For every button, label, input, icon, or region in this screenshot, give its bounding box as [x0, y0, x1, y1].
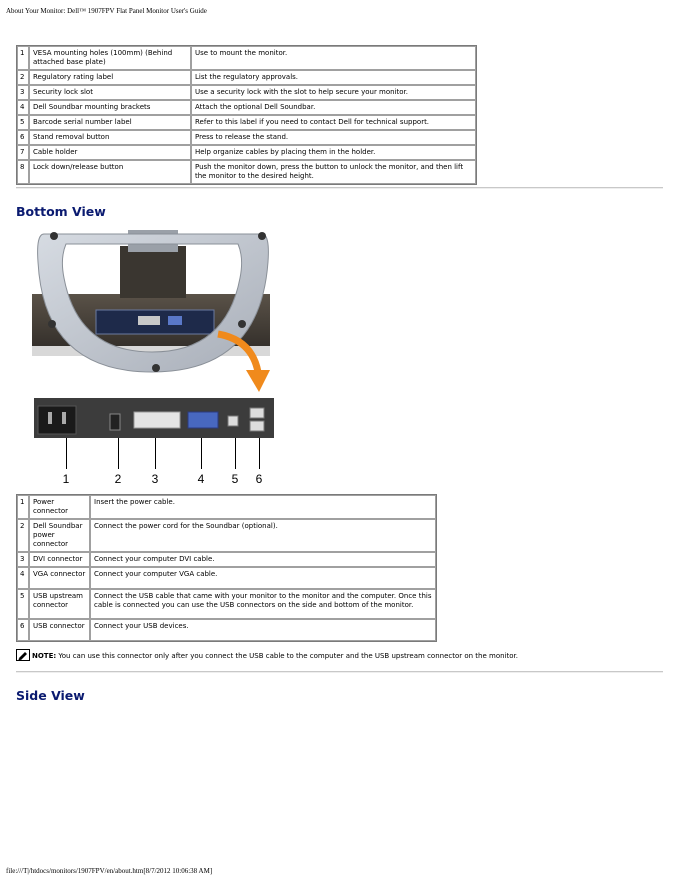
power-pin — [62, 412, 66, 424]
row-number: 6 — [17, 130, 29, 145]
table-row — [17, 160, 476, 184]
page-footer-path: file:///T|/htdocs/monitors/1907FPV/en/about.htm[8/7/2012 10:06:38 AM] — [6, 867, 213, 875]
row-label: USB upstream connector — [29, 589, 90, 619]
row-label: Cable holder — [29, 145, 191, 160]
section-divider — [16, 187, 663, 189]
row-number: 3 — [17, 85, 29, 100]
page-header-title: About Your Monitor: Dell™ 1907FPV Flat Panel Monitor User's Guide — [6, 7, 207, 15]
section-divider — [16, 671, 663, 673]
bottom-view-table — [16, 494, 437, 642]
row-number: 1 — [17, 495, 29, 519]
row-description: Insert the power cable. — [90, 495, 436, 519]
row-description: List the regulatory approvals. — [191, 70, 476, 85]
row-description: Use to mount the monitor. — [191, 46, 476, 70]
callout-line — [66, 438, 67, 469]
row-label: Security lock slot — [29, 85, 191, 100]
row-number: 5 — [17, 589, 29, 619]
table-row — [17, 495, 436, 519]
row-description: Press to release the stand. — [191, 130, 476, 145]
row-description: Refer to this label if you need to contact Dell for technical support. — [191, 115, 476, 130]
row-label: Barcode serial number label — [29, 115, 191, 130]
table-row — [17, 619, 436, 641]
row-label: DVI connector — [29, 552, 90, 567]
callout-line — [118, 438, 119, 469]
usb-port — [250, 421, 264, 431]
table-row — [17, 100, 476, 115]
dvi-connector-port — [134, 412, 180, 428]
row-label: Dell Soundbar mounting brackets — [29, 100, 191, 115]
row-description: Help organize cables by placing them in the holder. — [191, 145, 476, 160]
features-table-top — [16, 45, 477, 185]
row-label: VGA connector — [29, 567, 90, 589]
power-pin — [48, 412, 52, 424]
table-row — [17, 519, 436, 552]
ring-screw — [50, 232, 58, 240]
row-number: 2 — [17, 70, 29, 85]
dvi-port-small — [138, 316, 160, 325]
table-row — [17, 552, 436, 567]
bottom-view-heading: Bottom View — [16, 204, 106, 219]
connector-closeup-photo — [34, 398, 274, 438]
table-row — [17, 145, 476, 160]
note-text: You can use this connector only after you connect the USB cable to the computer and the USB upstream connector on the monitor. — [56, 652, 518, 660]
row-description: Connect your computer VGA cable. — [90, 567, 436, 589]
row-description: Push the monitor down, press the button to unlock the monitor, and then lift the monitor to the desired height. — [191, 160, 476, 184]
monitor-bottom-photo — [30, 222, 274, 394]
table-row — [17, 130, 476, 145]
note-label: NOTE: — [32, 652, 57, 660]
row-number: 6 — [17, 619, 29, 641]
row-number: 8 — [17, 160, 29, 184]
ring-screw — [152, 364, 160, 372]
ring-screw — [258, 232, 266, 240]
vga-port-small — [168, 316, 182, 325]
orange-arrow-head — [246, 370, 270, 392]
callout-number: 1 — [62, 472, 70, 486]
row-label: Power connector — [29, 495, 90, 519]
row-number: 4 — [17, 100, 29, 115]
row-label: Dell Soundbar power connector — [29, 519, 90, 552]
row-number: 3 — [17, 552, 29, 567]
callout-line — [155, 438, 156, 469]
vga-connector-port — [188, 412, 218, 428]
stand-neck — [120, 246, 186, 298]
callout-line — [235, 438, 236, 469]
note-paragraph — [16, 649, 518, 661]
callout-number: 4 — [197, 472, 205, 486]
ring-screw — [48, 320, 56, 328]
row-label: USB connector — [29, 619, 90, 641]
callout-line — [201, 438, 202, 469]
callout-number: 5 — [231, 472, 239, 486]
row-description: Use a security lock with the slot to help secure your monitor. — [191, 85, 476, 100]
power-connector-port — [38, 406, 76, 434]
usb-upstream-port — [228, 416, 238, 426]
table-row — [17, 589, 436, 619]
callout-number: 3 — [151, 472, 159, 486]
table-row — [17, 85, 476, 100]
row-label: VESA mounting holes (100mm) (Behind attached base plate) — [29, 46, 191, 70]
row-description: Connect the USB cable that came with your monitor to the monitor and the computer. Once this cable is connected you can use the USB connectors on the side and bottom of the monitor. — [90, 589, 436, 619]
row-number: 1 — [17, 46, 29, 70]
row-description: Connect the power cord for the Soundbar (optional). — [90, 519, 436, 552]
pencil-note-icon — [16, 649, 30, 661]
table-row — [17, 115, 476, 130]
ring-screw — [238, 320, 246, 328]
row-description: Connect your computer DVI cable. — [90, 552, 436, 567]
usb-port — [250, 408, 264, 418]
connector-callouts — [30, 438, 280, 488]
side-view-heading: Side View — [16, 688, 85, 703]
row-description: Connect your USB devices. — [90, 619, 436, 641]
callout-number: 6 — [255, 472, 263, 486]
soundbar-power-port — [110, 414, 120, 430]
callout-line — [259, 438, 260, 469]
table-row — [17, 567, 436, 589]
row-label: Stand removal button — [29, 130, 191, 145]
row-label: Lock down/release button — [29, 160, 191, 184]
table-row — [17, 46, 476, 70]
callout-number: 2 — [114, 472, 122, 486]
table-row — [17, 70, 476, 85]
row-number: 4 — [17, 567, 29, 589]
row-number: 2 — [17, 519, 29, 552]
row-description: Attach the optional Dell Soundbar. — [191, 100, 476, 115]
row-number: 7 — [17, 145, 29, 160]
row-label: Regulatory rating label — [29, 70, 191, 85]
row-number: 5 — [17, 115, 29, 130]
